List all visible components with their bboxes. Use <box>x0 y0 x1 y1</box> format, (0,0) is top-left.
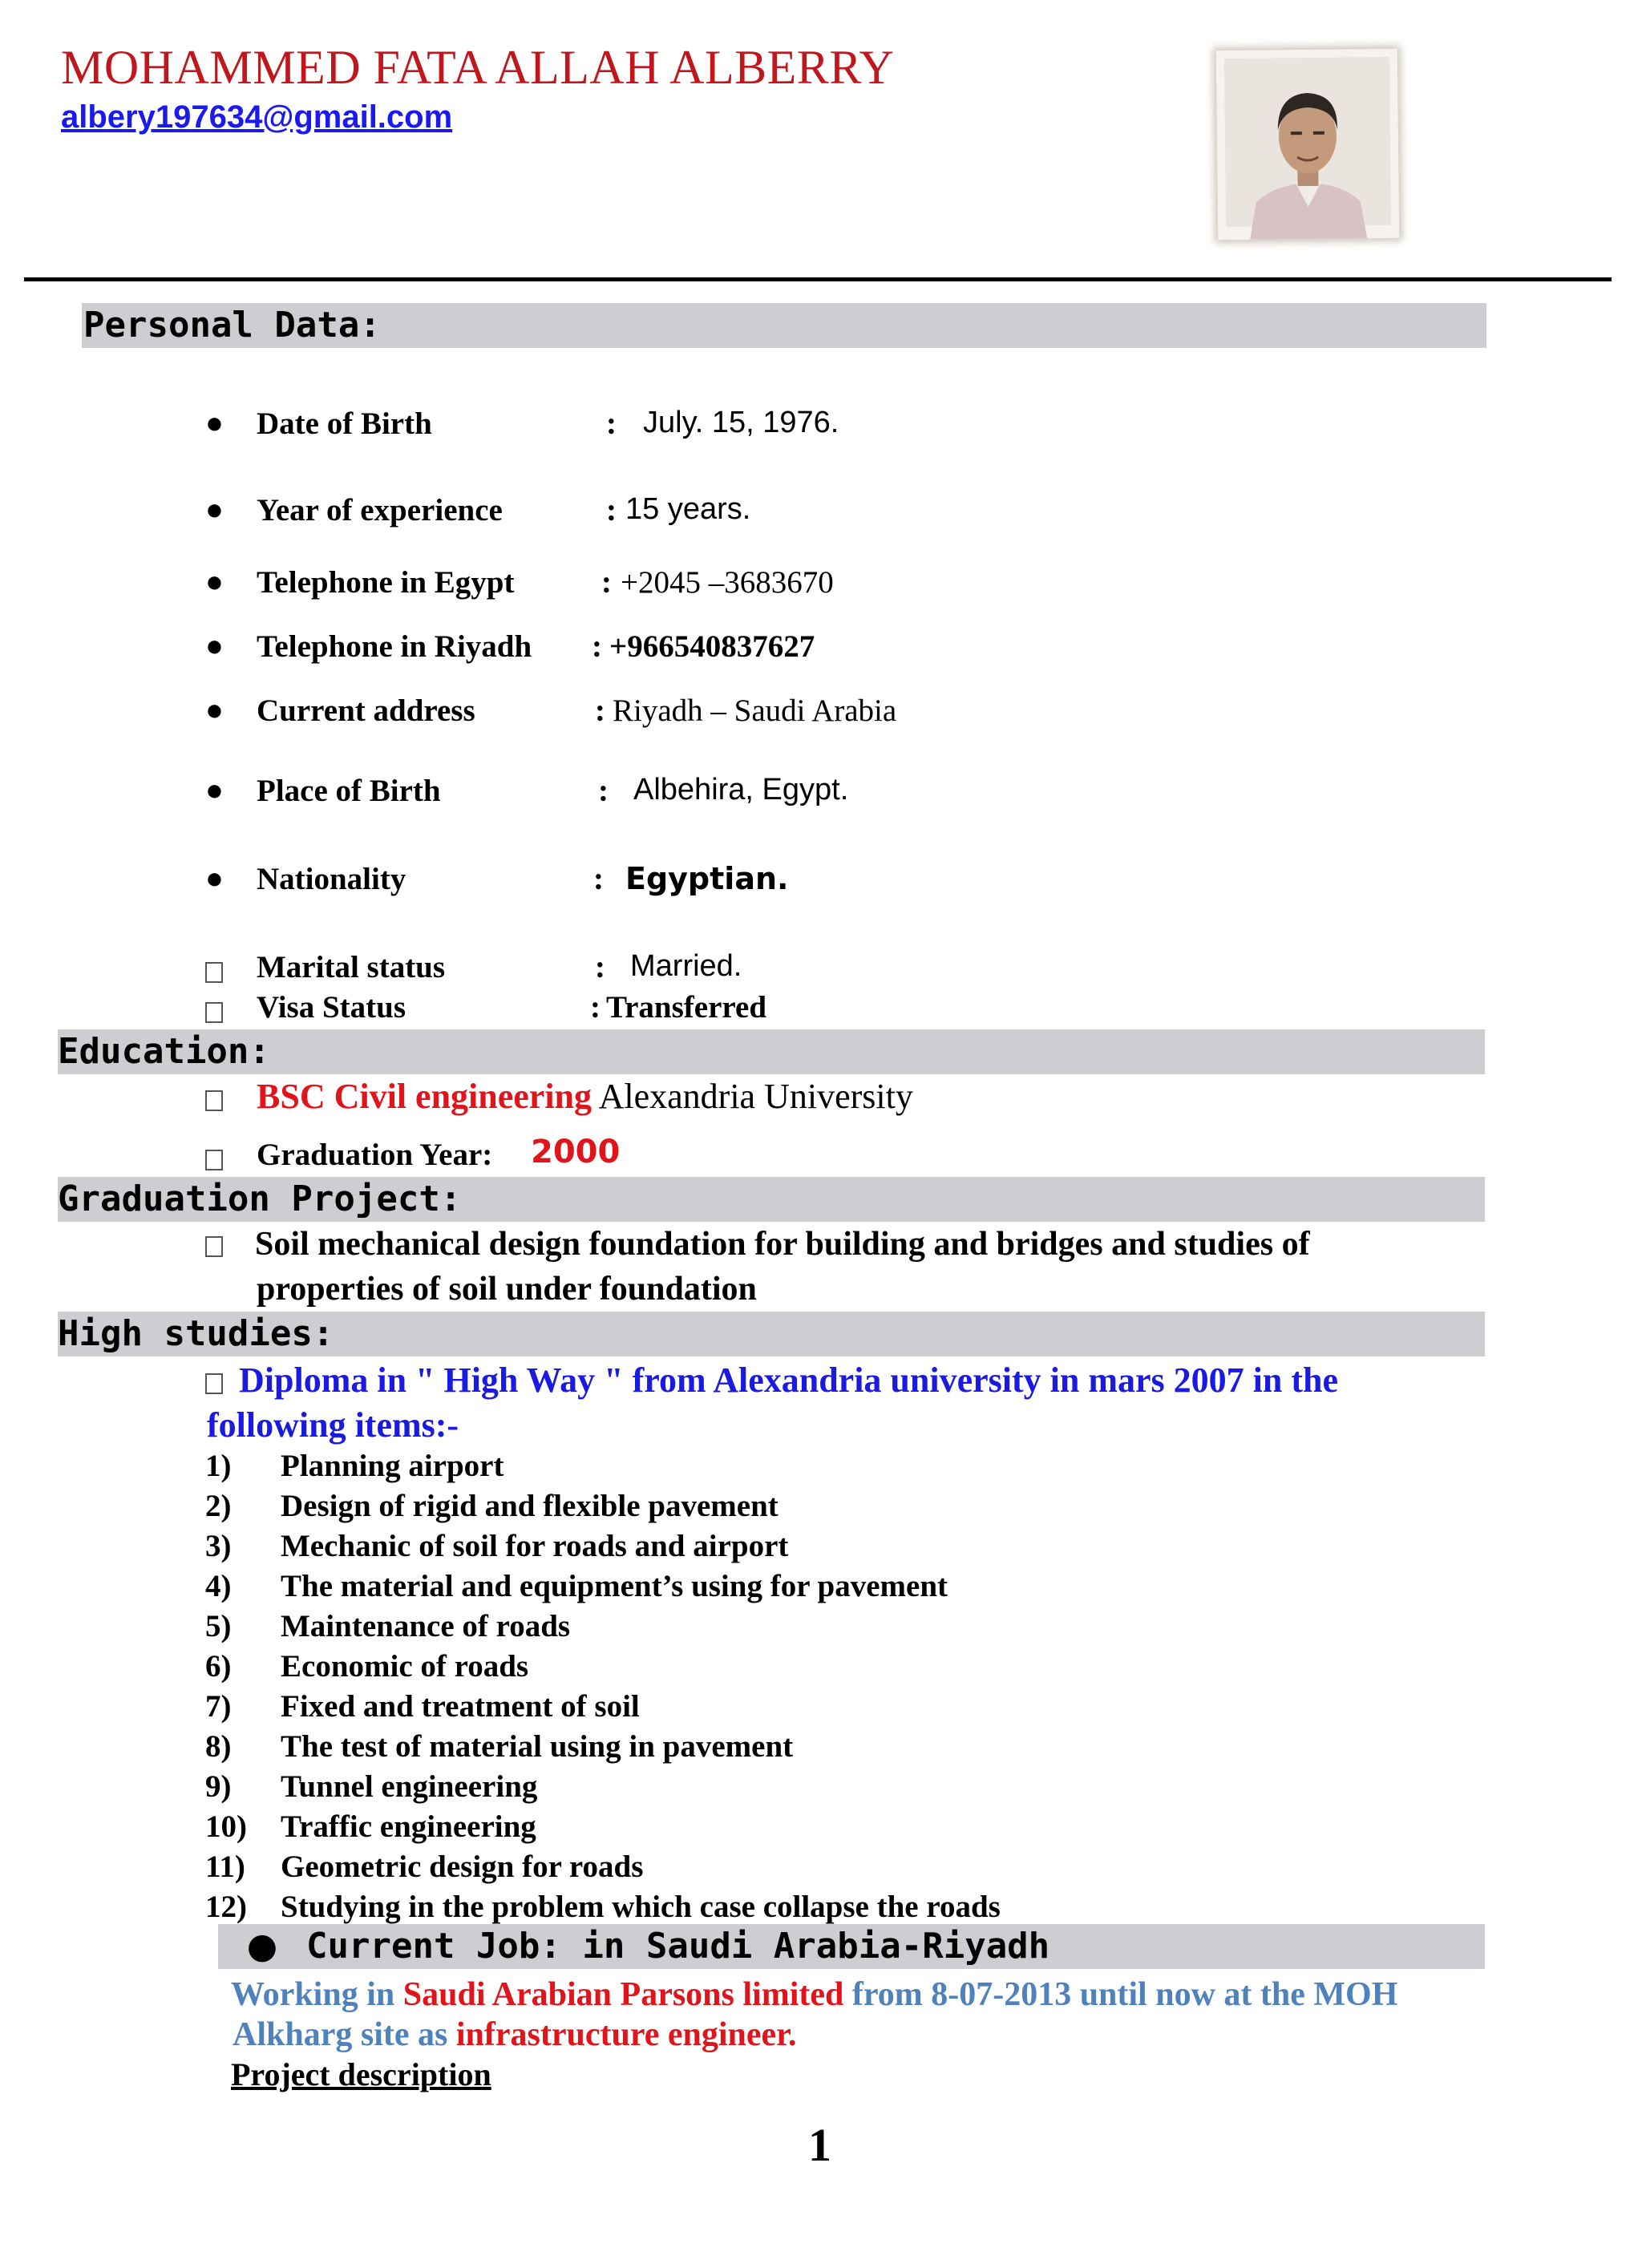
project-line-2: properties of soil under foundation <box>257 1271 757 1308</box>
section-personal-data <box>82 303 1486 348</box>
separator: : <box>598 774 609 808</box>
separator: : <box>592 629 602 664</box>
section-heading: Graduation Project: <box>58 1178 462 1219</box>
bullet-icon: ● <box>205 693 224 727</box>
separator: : <box>601 565 612 600</box>
section-heading: High studies: <box>58 1313 334 1354</box>
studies-intro-text: Diploma in " High Way " from Alexandria university in mars 2007 in the <box>239 1360 1339 1400</box>
project-text: Soil mechanical design foundation for building and bridges and studies of <box>255 1226 1310 1263</box>
checkbox-icon <box>205 1140 239 1175</box>
header-divider <box>24 277 1612 281</box>
field-value: July. 15, 1976. <box>643 406 839 439</box>
section-heading: Personal Data: <box>83 305 381 346</box>
field-label: Telephone in Riyadh <box>257 629 532 664</box>
bullet-icon: ● <box>205 565 224 599</box>
job-role: infrastructure engineer. <box>455 2016 797 2053</box>
field-value: Riyadh – Saudi Arabia <box>613 693 897 728</box>
email-link[interactable]: albery197634@gmail.com <box>61 99 453 135</box>
separator: : <box>606 406 617 441</box>
field-value: Transferred <box>606 990 767 1025</box>
bullet-icon: ● <box>205 493 224 527</box>
field-value: +966540837627 <box>609 629 815 664</box>
bullet-icon: ● <box>205 629 224 663</box>
checkbox-icon <box>205 1081 239 1116</box>
job-line-2: Alkharg site as infrastructure engineer. <box>233 2016 797 2053</box>
bullet-icon: ● <box>205 774 224 807</box>
project-line-1 <box>205 1225 1310 1263</box>
checkbox-icon <box>205 952 239 988</box>
university-name: Alexandria University <box>598 1077 913 1116</box>
section-heading: Education: <box>58 1031 270 1072</box>
bullet-icon: ● <box>205 406 224 440</box>
studies-intro-line-1 <box>205 1360 1338 1401</box>
bullet-icon: ● <box>246 1926 278 1967</box>
separator: : <box>595 950 605 984</box>
company-name: Saudi Arabian Parsons limited <box>402 1976 844 2013</box>
field-label: Date of Birth <box>257 406 432 441</box>
project-description-label: Project description <box>231 2056 491 2092</box>
field-label: Graduation Year: <box>257 1138 493 1172</box>
profile-photo <box>1216 49 1399 240</box>
job-line-1: Working in Saudi Arabian Parsons limited from 8-07-2013 until now at the MOH <box>231 1976 1398 2013</box>
field-value: Married. <box>630 949 742 983</box>
field-label: Year of experience <box>257 493 503 528</box>
field-label: Nationality <box>257 862 406 896</box>
field-label: Marital status <box>257 950 446 984</box>
field-value: Albehira, Egypt. <box>633 773 849 807</box>
section-current-job <box>218 1924 1485 1969</box>
separator: : <box>590 990 601 1025</box>
field-value: 15 years. <box>625 492 751 526</box>
separator: : <box>595 693 605 728</box>
checkbox-icon <box>205 993 239 1028</box>
separator: : <box>606 493 617 528</box>
section-education <box>58 1029 1485 1074</box>
field-label: Visa Status <box>257 990 406 1025</box>
separator: : <box>593 862 604 896</box>
checkbox-icon <box>205 1373 223 1394</box>
section-high-studies <box>58 1312 1485 1356</box>
section-graduation-project <box>58 1177 1485 1222</box>
field-label: Current address <box>257 693 475 728</box>
page-number: 1 <box>808 2119 831 2171</box>
section-heading: Current Job: in Saudi Arabia-Riyadh <box>306 1926 1050 1967</box>
graduation-year: 2000 <box>531 1134 621 1170</box>
field-value: Egyptian. <box>625 861 789 896</box>
checkbox-icon <box>205 1236 223 1257</box>
field-label: Place of Birth <box>257 774 441 808</box>
degree-name: BSC Civil engineering <box>257 1077 592 1116</box>
field-value: +2045 –3683670 <box>621 565 834 600</box>
studies-intro-line-2: following items:- <box>207 1405 459 1445</box>
candidate-name: MOHAMMED FATA ALLAH ALBERRY <box>61 41 895 94</box>
bullet-icon: ● <box>205 862 224 895</box>
field-label: Telephone in Egypt <box>257 565 515 600</box>
